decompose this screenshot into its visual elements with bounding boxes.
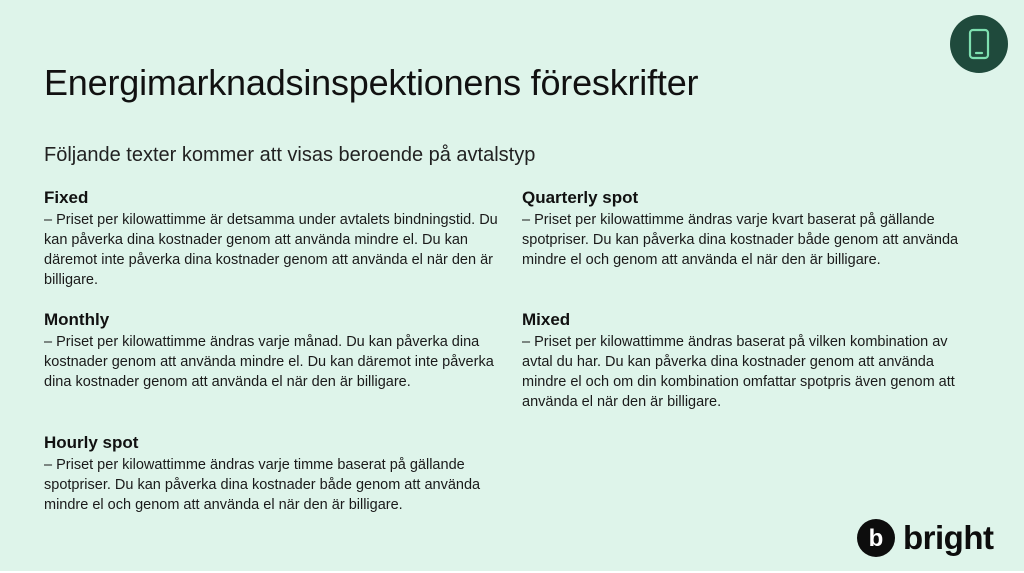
logo-mark-letter: b	[868, 525, 884, 552]
section-heading: Quarterly spot	[522, 188, 639, 207]
section-body: – Priset per kilowattimme ändras baserat på vilken kombination av avtal du har. Du kan påverka dina kostnader genom att använda mindre el och om din kombination omfattar spotpris även genom att använda el när den är billigare.	[522, 334, 955, 410]
section-fixed	[44, 188, 504, 290]
section-monthly	[44, 310, 504, 392]
section-quarterly-spot	[522, 188, 982, 270]
section-heading: Monthly	[44, 310, 110, 329]
logo-mark-icon	[857, 519, 895, 557]
page-title: Energimarknadsinspektionens föreskrifter	[44, 62, 699, 103]
bright-logo	[857, 518, 993, 558]
logo-wordmark: bright	[903, 519, 994, 556]
section-body: – Priset per kilowattimme ändras varje månad. Du kan påverka dina kostnader genom att använda mindre el. Du kan däremot inte påverka dina kostnader genom att använda el när den är billigare.	[44, 334, 494, 390]
device-badge	[950, 15, 1008, 73]
page-subtitle: Följande texter kommer att visas beroende på avtalstyp	[44, 144, 536, 166]
section-body: – Priset per kilowattimme är detsamma under avtalets bindningstid. Du kan påverka dina kostnader genom att använda mindre el. Du kan däremot inte påverka dina kostnader genom att använda el när den är billigare.	[44, 212, 498, 288]
section-heading: Hourly spot	[44, 433, 139, 452]
section-mixed	[522, 310, 982, 412]
section-heading: Fixed	[44, 188, 89, 207]
mobile-phone-icon	[968, 28, 990, 60]
section-heading: Mixed	[522, 310, 571, 329]
section-body: – Priset per kilowattimme ändras varje kvart baserat på gällande spotpriser. Du kan påverka dina kostnader både genom att använda mindre el och genom att använda el när den är billigare.	[522, 212, 959, 268]
section-body: – Priset per kilowattimme ändras varje timme baserat på gällande spotpriser. Du kan påverka dina kostnader både genom att använda mindre el och genom att använda el när den är billigare.	[44, 457, 481, 513]
section-hourly-spot	[44, 433, 504, 515]
